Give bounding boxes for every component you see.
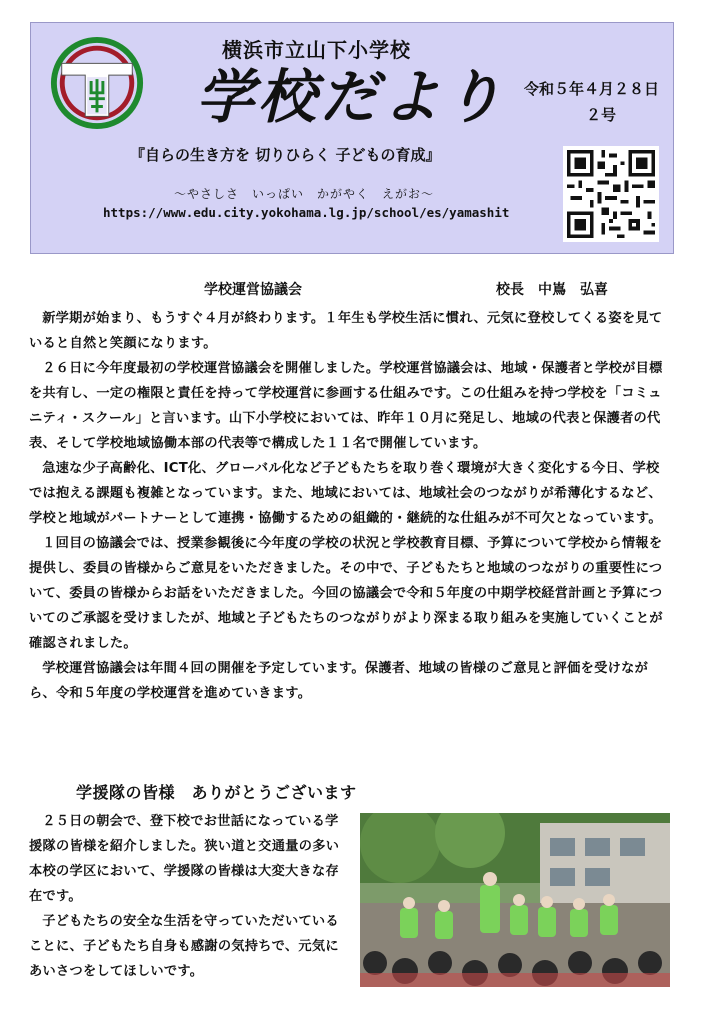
issue-number: ２号: [586, 106, 617, 124]
section-title-council: 学校運営協議会: [204, 282, 302, 298]
section-author: 校長 中嶌 弘喜: [496, 282, 608, 298]
paragraph: ２５日の朝会で、登下校でお世話になっている学援隊の皆様を紹介しました。狭い道と交通量の多い本校の学区において、学援隊の皆様は大変大きな存在です。: [29, 814, 340, 904]
school-url-link[interactable]: https://www.edu.city.yokohama.lg.jp/school/es/yamashit: [103, 205, 510, 220]
section-body-volunteers: [29, 809, 347, 984]
paragraph: ２６日に今年度最初の学校運営協議会を開催しました。学校運営協議会は、地域・保護者と学校が目標を共有し、一定の権限と責任を持って学校運営に参画する仕組みです。この仕組みを持つ学校を「コミュニティ・スクール」と言います。山下小学校においては、昨年１０月に発足し、地域の代表と保護者の代表、そして学校地域協働本部の代表等で構成した１１名で開催しています。: [29, 361, 663, 451]
assembly-photo: [360, 813, 670, 987]
school-slogan: ～やさしさ いっぱい かがやく えがお～: [174, 187, 435, 201]
school-name: 横浜市立山下小学校: [222, 38, 411, 62]
paragraph: 急速な少子高齢化、ICT化、グローバル化など子どもたちを取り巻く環境が大きく変化する今日、学校では抱える課題も複雑となっています。また、地域においては、地域社会のつながりが希薄化するなど、学校と地域がパートナーとして連携・協働するための組織的・継続的な仕組みが不可欠となっています。: [29, 461, 662, 526]
paragraph: 子どもたちの安全な生活を守っていただいていることに、子どもたち自身も感謝の気持ちで、元気にあいさつをしてほしいです。: [29, 914, 339, 979]
paragraph: １回目の協議会では、授業参観後に今年度の学校の状況と学校教育目標、予算について学校から情報を提供し、委員の皆様からご意見をいただきました。その中で、子どもたちと地域のつながりの重要性について、委員の皆様からお話をいただきました。今回の協議会で令和５年度の中期学校経営計画と予算についてのご承認を受けましたが、地域と子どもたちのつながりがより深まる取り組みを実施していくことが確認されました。: [29, 536, 663, 651]
paragraph: 学校運営協議会は年間４回の開催を予定しています。保護者、地域の皆様のご意見と評価を受けながら、令和５年度の学校運営を進めていきます。: [29, 661, 649, 701]
section-title-volunteers: 学援隊の皆様 ありがとうございます: [76, 783, 357, 802]
school-motto: 『自らの生き方を 切りひらく 子どもの育成』: [130, 146, 441, 164]
section-body-council: [29, 306, 669, 706]
qr-code-icon: [563, 146, 659, 242]
paragraph: 新学期が始まり、もうすぐ４月が終わります。１年生も学校生活に慣れ、元気に登校してくる姿を見ていると自然と笑顔になります。: [29, 311, 663, 351]
school-emblem-icon: [48, 34, 146, 132]
issue-date: 令和５年４月２８日: [524, 80, 660, 98]
newsletter-title: 学校だより: [196, 63, 507, 131]
